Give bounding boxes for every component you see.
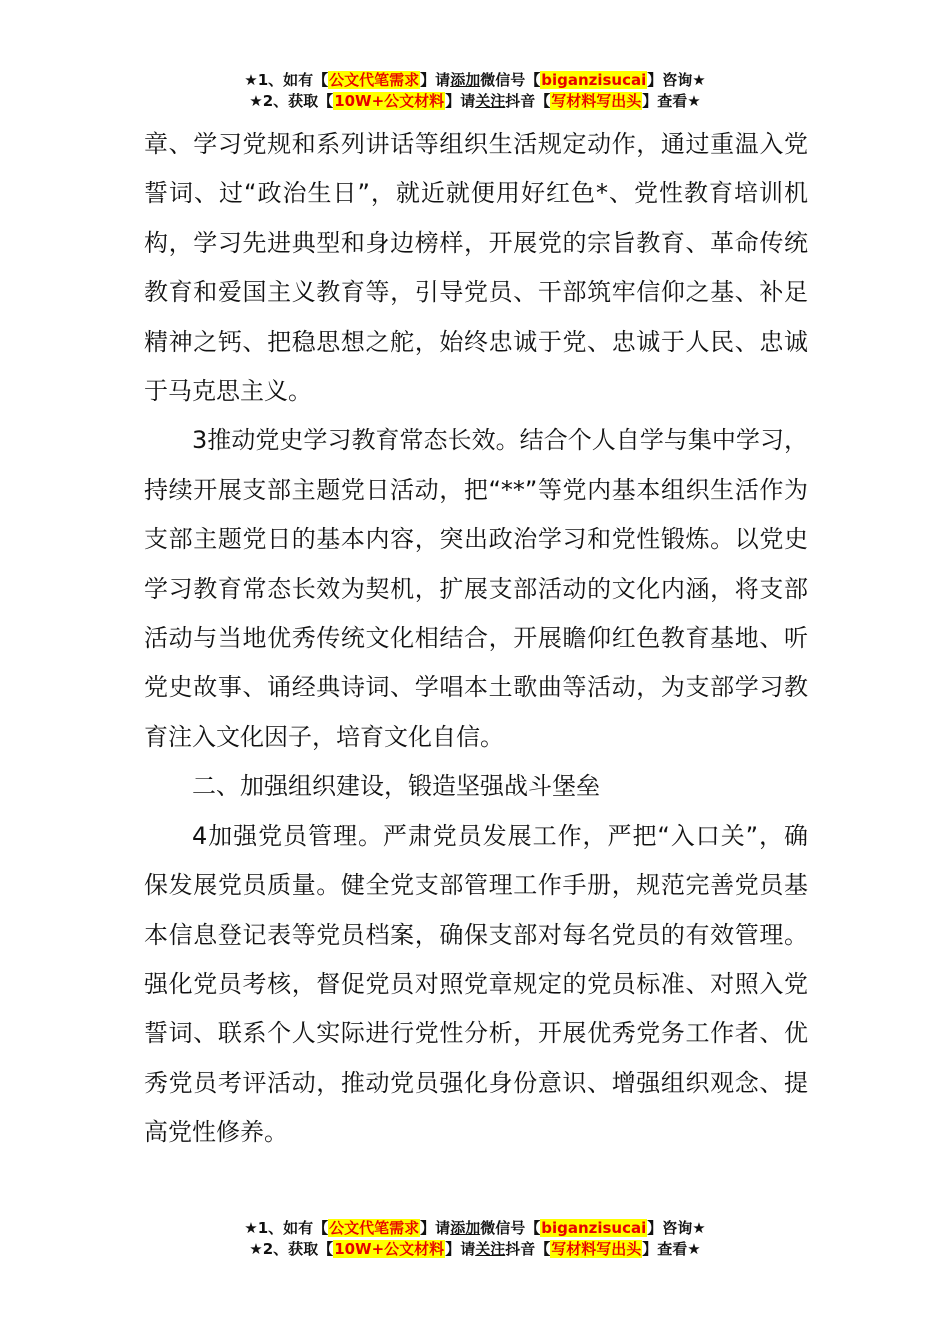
footer-emph-add: 添加 [450,1219,481,1237]
footer-highlight-service: 公文代笔需求 [329,1219,420,1237]
banner-highlight-materials: 10W+公文材料 [334,92,445,110]
footer-line-2-mid: 】请 [445,1240,476,1258]
footer-line-1-mid2: 微信号【 [480,1219,541,1237]
banner-line-1-mid: 】请 [420,71,451,89]
footer-banner-line-1 [0,1218,950,1239]
banner-line-2-prefix: ★2、获取【 [249,92,334,110]
footer-line-1-mid: 】请 [420,1219,451,1237]
footer-line-2-mid2: 抖音【 [505,1240,551,1258]
footer-highlight-materials: 10W+公文材料 [334,1240,445,1258]
footer-highlight-wechat: biganzisucai [541,1219,647,1237]
footer-line-2-prefix: ★2、获取【 [249,1240,334,1258]
banner-emph-add: 添加 [450,71,481,89]
header-banner [0,70,950,112]
section-heading-2: 二、加强组织建设，锻造坚强战斗堡垒 [192,772,600,801]
banner-highlight-wechat: biganzisucai [541,71,647,89]
banner-line-1-mid2: 微信号【 [480,71,541,89]
footer-banner [0,1218,950,1260]
paragraph-continued: 章、学习党规和系列讲话等组织生活规定动作，通过重温入党誓词、过“政治生日”，就近就便用好红色*、党性教育培训机构，学习先进典型和身边榜样，开展党的宗旨教育、革命传统教育和爱国主义教育等，引导党员、干部筑牢信仰之基、补足精神之钙、把稳思想之舵，始终忠诚于党、忠诚于人民、忠诚于马克思主义。 [144,130,808,406]
banner-line-2-mid2: 抖音【 [505,92,551,110]
footer-line-1-prefix: ★1、如有【 [244,1219,329,1237]
banner-line-2-mid: 】请 [445,92,476,110]
footer-emph-follow: 关注 [475,1240,506,1258]
footer-highlight-douyin: 写材料写出头 [551,1240,642,1258]
banner-highlight-service: 公文代笔需求 [329,71,420,89]
banner-line-1 [0,70,950,91]
footer-banner-line-2 [0,1239,950,1260]
footer-line-2-suffix: 】查看★ [642,1240,701,1258]
paragraph-item-4: 4加强党员管理。严肃党员发展工作，严把“入口关”，确保发展党员质量。健全党支部管理工作手册，规范完善党员基本信息登记表等党员档案，确保支部对每名党员的有效管理。强化党员考核，督促党员对照党章规定的党员标准、对照入党誓词、联系个人实际进行党性分析，开展优秀党务工作者、优秀党员考评活动，推动党员强化身份意识、增强组织观念、提高党性修养。 [144,821,808,1147]
banner-line-2 [0,91,950,112]
banner-line-1-suffix: 】咨询★ [647,71,706,89]
document-body [144,120,808,1158]
banner-emph-follow: 关注 [475,92,506,110]
banner-highlight-douyin: 写材料写出头 [551,92,642,110]
footer-line-1-suffix: 】咨询★ [647,1219,706,1237]
banner-line-1-prefix: ★1、如有【 [244,71,329,89]
banner-line-2-suffix: 】查看★ [642,92,701,110]
paragraph-item-3: 3推动党史学习教育常态长效。结合个人自学与集中学习，持续开展支部主题党日活动，把“**”等党内基本组织生活作为支部主题党日的基本内容，突出政治学习和党性锻炼。以党史学习教育常态长效为契机，扩展支部活动的文化内涵，将支部活动与当地优秀传统文化相结合，开展瞻仰红色教育基地、听党史故事、诵经典诗词、学唱本土歌曲等活动，为支部学习教育注入文化因子，培育文化自信。 [144,426,808,751]
